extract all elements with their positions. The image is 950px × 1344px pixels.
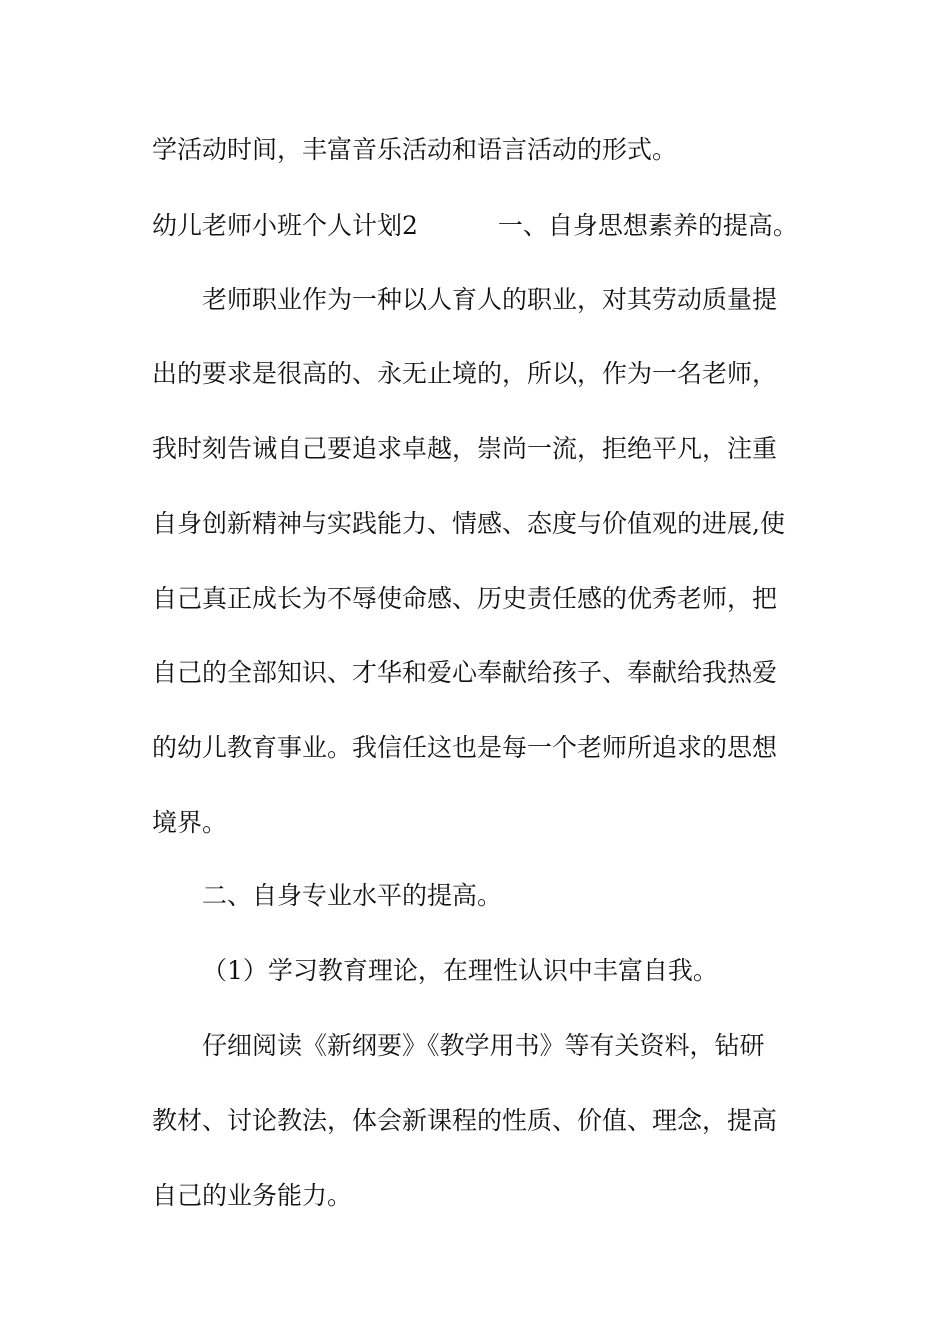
section-heading-line: [152, 210, 798, 242]
text-line: 自己的业务能力。: [152, 1181, 353, 1210]
paragraph-first-line: 仔细阅读《新纲要》《教学用书》等有关资料，钻研: [202, 1031, 765, 1060]
text-line: 出的要求是很高的、永无止境的，所以，作为一名老师，: [152, 359, 778, 388]
text-line: 的幼儿教育事业。我信任这也是每一个老师所追求的思想: [152, 733, 778, 762]
section-heading: 二、自身专业水平的提高。: [202, 881, 503, 910]
section-heading: 一、自身思想素养的提高。: [497, 211, 798, 240]
plan-title: 幼儿老师小班个人计划2: [152, 211, 418, 240]
paragraph-first-line: 老师职业作为一种以人育人的职业，对其劳动质量提: [202, 285, 778, 314]
text-line: 学活动时间，丰富音乐活动和语言活动的形式。: [152, 135, 678, 164]
text-line: 自身创新精神与实践能力、情感、态度与价值观的进展,使: [152, 509, 785, 538]
text-line: 教材、讨论教法，体会新课程的性质、价值、理念，提高: [152, 1106, 778, 1135]
subsection-heading: （1）学习教育理论，在理性认识中丰富自我。: [202, 956, 718, 985]
text-line: 自己的全部知识、才华和爱心奉献给孩子、奉献给我热爱: [152, 658, 778, 687]
text-line: 自己真正成长为不辱使命感、历史责任感的优秀老师，把: [152, 584, 778, 613]
text-line: 我时刻告诫自己要追求卓越，崇尚一流，拒绝平凡，注重: [152, 434, 778, 463]
text-line: 境界。: [152, 808, 228, 837]
